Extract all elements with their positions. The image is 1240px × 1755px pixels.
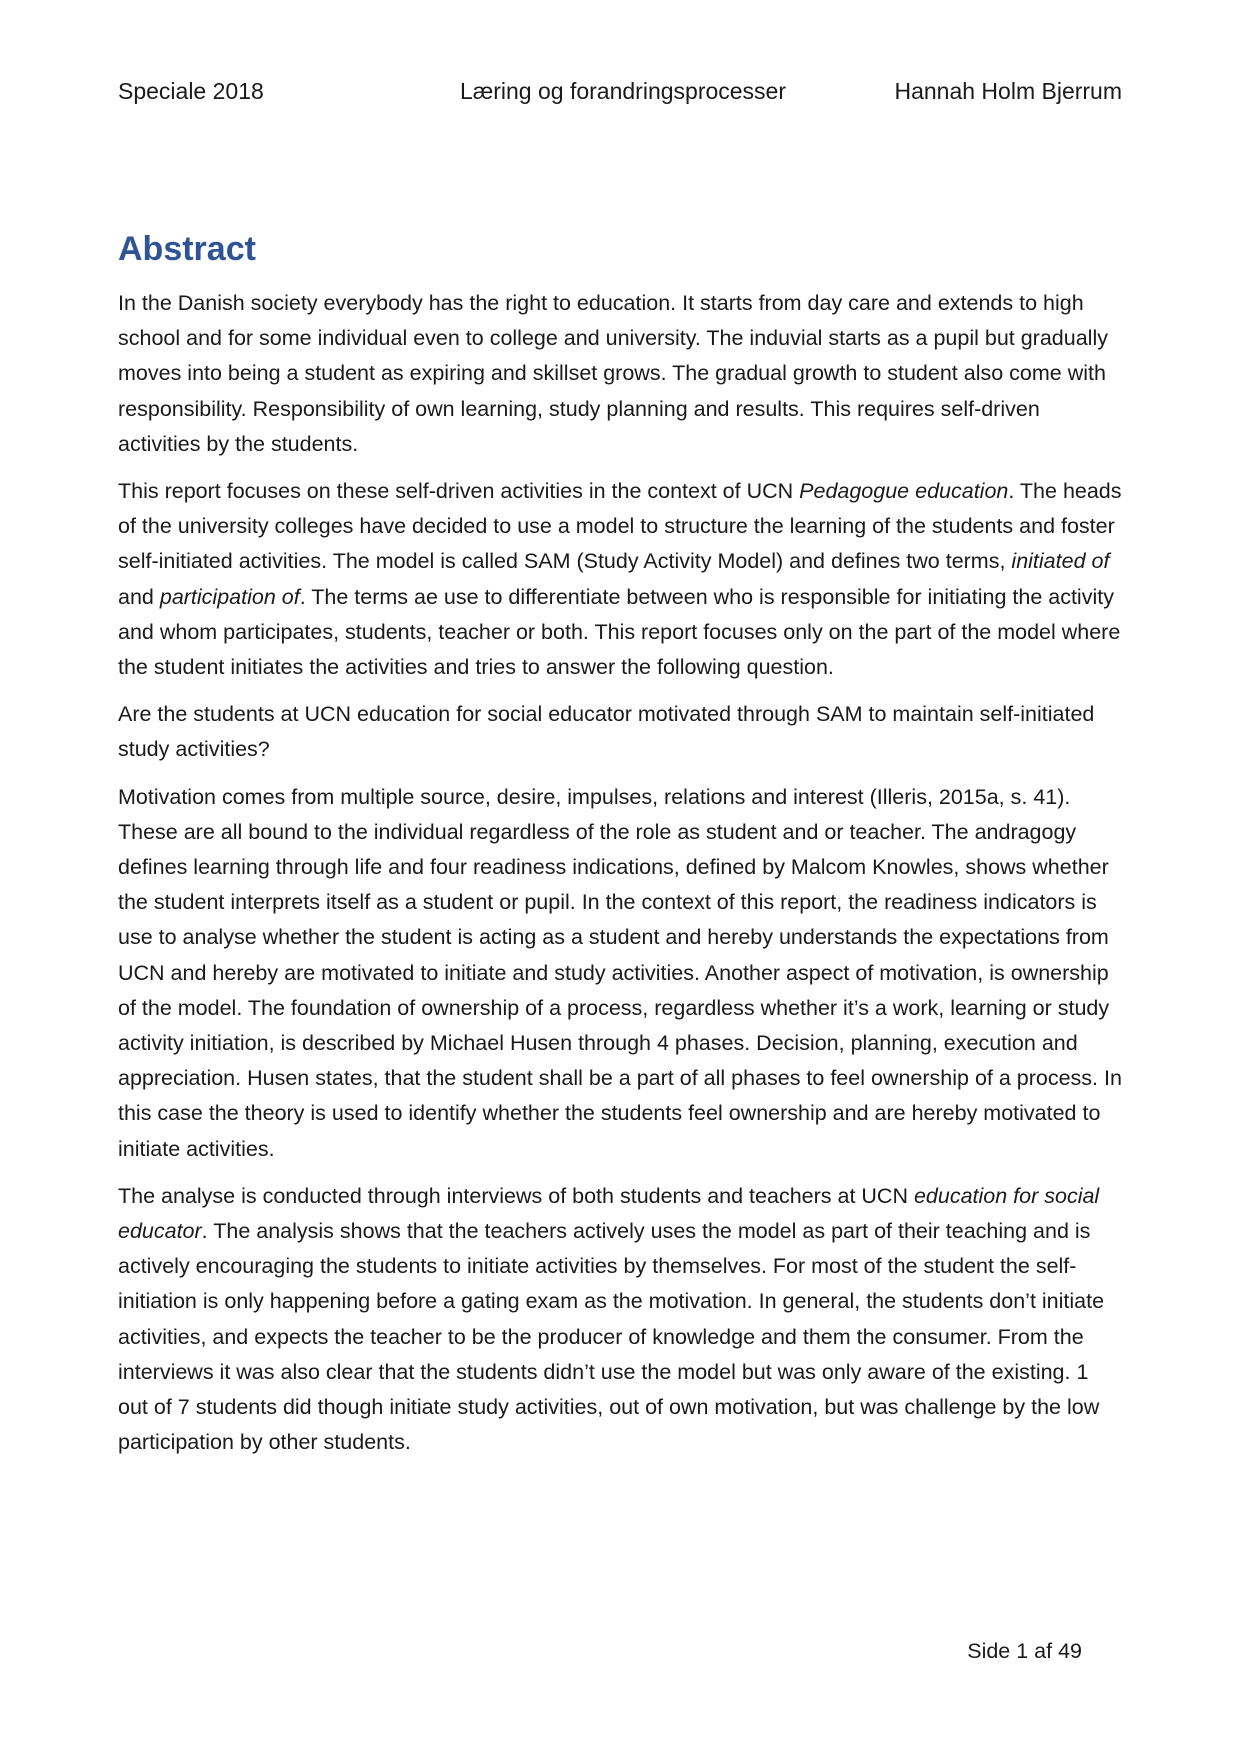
page-number: Side 1 af 49 (967, 1639, 1082, 1663)
italic-term: initiated of (1011, 549, 1110, 574)
paragraph-intro: In the Danish society everybody has the right to education. It starts from day care and extends to high school and for some individual even to college and university. The induvial starts as a pupil but gradually moves into being a student as expiring and skillset grows. The gradual growth to student also come with responsibility. Responsibility of own learning, study planning and results. This requires self-driven activities by the students. (118, 291, 1108, 456)
paragraph-text-segment: . The analysis shows that the teachers actively uses the model as part of their teaching and is actively encouraging the students to initiate activities by themselves. For most of the student the self-initiation is only happening before a gating exam as the motivation. In general, the students don’t initiate activities, and expects the teacher to be the producer of knowledge and them the consumer. From the interviews it was also clear that the students didn’t use the model but was only aware of the existing. 1 out of 7 students did though initiate study activities, out of own motivation, but was challenge by the low participation by other students. (118, 1219, 1105, 1455)
italic-term: Pedagogue education (799, 479, 1009, 504)
paragraph-report-focus (118, 474, 1122, 685)
italic-term: participation of (159, 584, 300, 609)
research-question: Are the students at UCN education for social educator motivated through SAM to maintain self-initiated study activities? (118, 702, 1095, 762)
paragraph-text-segment: . The terms ae use to differentiate between who is responsible for initiating the activity and whom participates, students, teacher or both. This report focuses only on the part of the model where the student initiates the activities and tries to answer the following question. (118, 584, 1121, 680)
italic-term: education for social educator (118, 1183, 1100, 1244)
header-right-text: Hannah Holm Bjerrum (894, 78, 1122, 104)
paragraph-text-segment: This report focuses on these self-driven activities in the context of UCN (118, 479, 800, 504)
paragraph-text-segment: . The heads of the university colleges have decided to use a model to structure the learning of the students and foster self-initiated activities. The model is called SAM (Study Activity Model) and defines two terms, (118, 479, 1122, 574)
header-center-text: Læring og forandringsprocesser (460, 78, 787, 104)
paragraph-motivation: Motivation comes from multiple source, desire, impulses, relations and interest (Illeris, 2015a, s. 41). These are all bound to the individual regardless of the role as student and or teacher. The andragogy defines learning through life and four readiness indications, defined by Malcom Knowles, shows whether the student interprets itself as a student or pupil. In the context of this report, the readiness indicators is use to analyse whether the student is acting as a student and hereby understands the expectations from UCN and hereby are motivated to initiate and study activities. Another aspect of motivation, is ownership of the model. The foundation of ownership of a process, regardless whether it’s a work, learning or study activity initiation, is described by Michael Husen through 4 phases. Decision, planning, execution and appreciation. Husen states, that the student shall be a part of all phases to feel ownership of a process. In this case the theory is used to identify whether the students feel ownership and are hereby motivated to initiate activities. (118, 784, 1122, 1161)
running-header (118, 76, 1122, 106)
paragraph-text-segment: The analyse is conducted through interviews of both students and teachers at UCN (118, 1183, 914, 1208)
header-left-text: Speciale 2018 (118, 78, 264, 104)
paragraph-text-segment: and (118, 584, 160, 609)
section-heading: Abstract (118, 230, 256, 268)
paragraph-analysis (118, 1179, 1122, 1461)
page-body (118, 226, 1122, 1473)
